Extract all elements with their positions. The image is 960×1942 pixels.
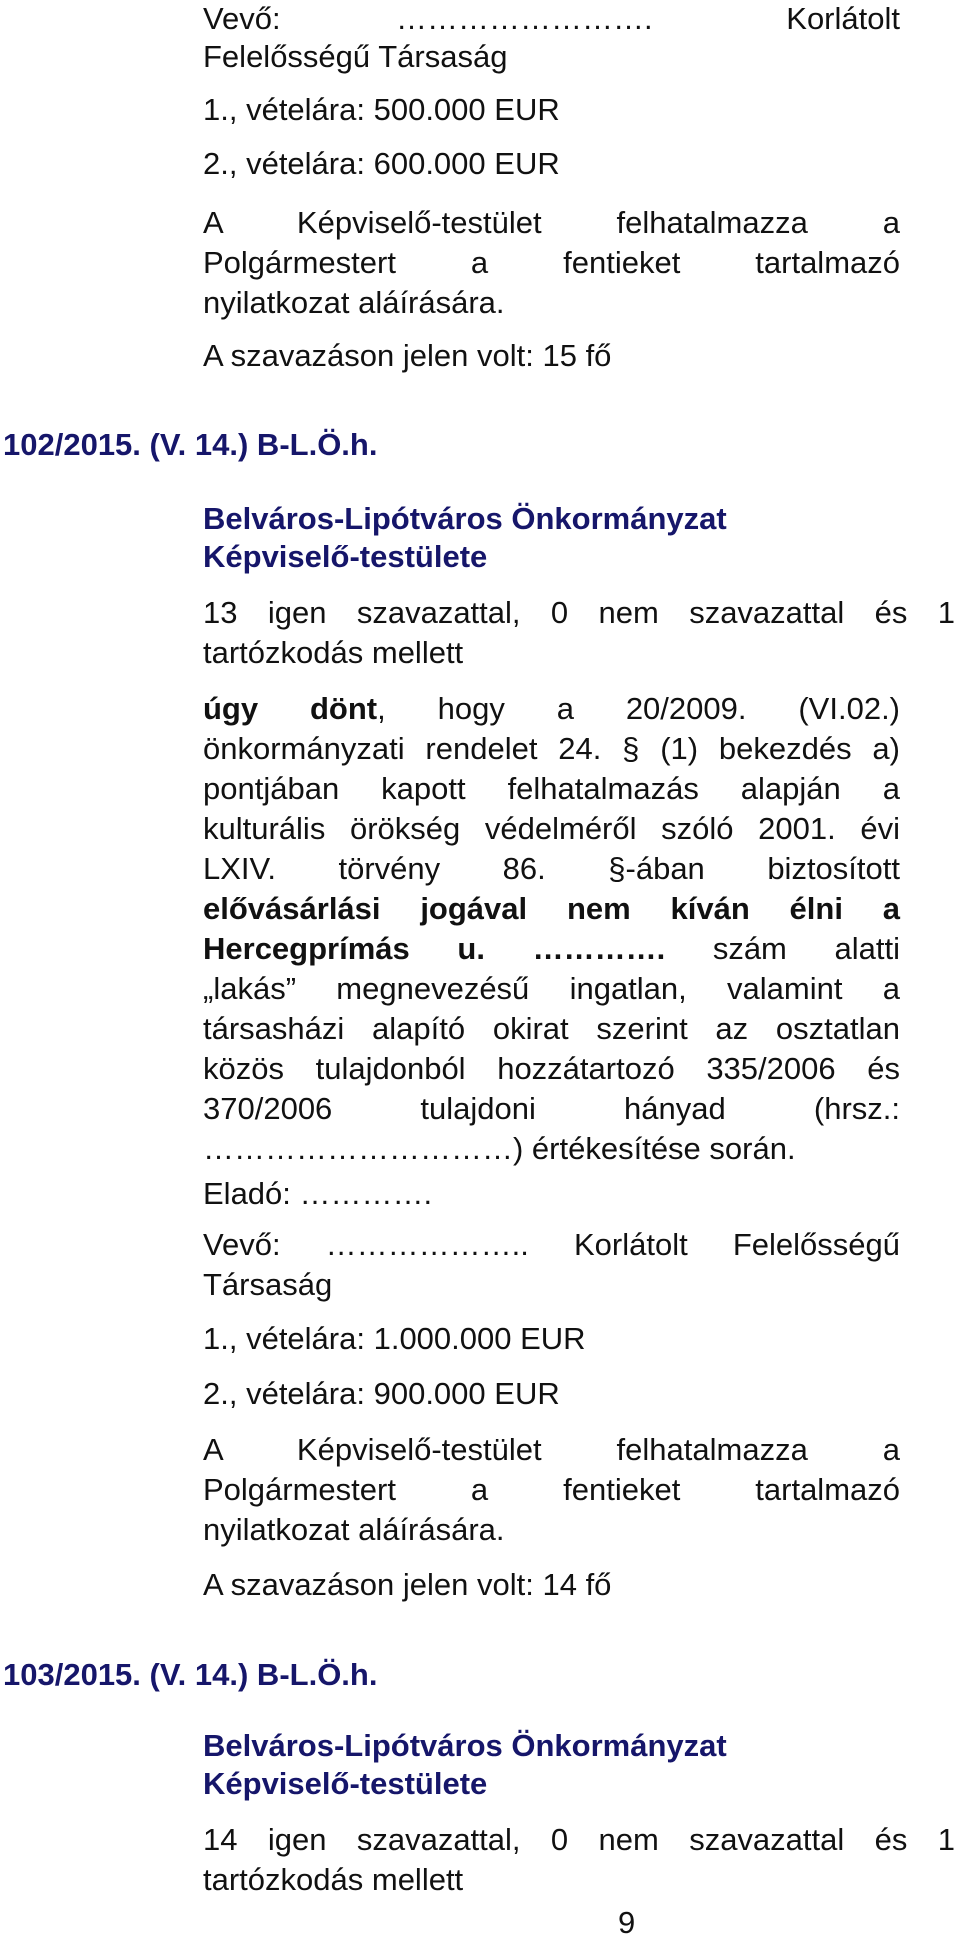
- authorization-line-3: nyilatkozat aláírására.: [203, 1512, 505, 1547]
- buyer-line-1: Vevő: ……………….. Korlátolt Felelősségű: [203, 1227, 900, 1262]
- body-name-line-2: Képviselő-testülete: [203, 539, 488, 574]
- authorization-line-2: Polgármestert a fentieket tartalmazó: [203, 245, 900, 280]
- decision-line-10: közös tulajdonból hozzátartozó 335/2006 és: [203, 1051, 900, 1086]
- decision-line-9: társasházi alapító okirat szerint az osztatlan: [203, 1011, 900, 1046]
- decision-line-8: „lakás” megnevezésű ingatlan, valamint a: [203, 971, 900, 1006]
- price-2: 2., vételára: 600.000 EUR: [203, 146, 560, 181]
- body-name-line-1: Belváros-Lipótváros Önkormányzat: [203, 1728, 727, 1763]
- resolution-number: 103/2015. (V. 14.) B-L.Ö.h.: [3, 1657, 378, 1692]
- authorization-line-1: A Képviselő-testület felhatalmazza a: [203, 1432, 900, 1467]
- price-1: 1., vételára: 1.000.000 EUR: [203, 1321, 586, 1356]
- decision-line-1: úgy dönt, hogy a 20/2009. (VI.02.): [203, 691, 901, 726]
- decision-line-12: …………………………) értékesítése során.: [203, 1131, 796, 1166]
- decision-line-11: 370/2006 tulajdoni hányad (hrsz.:: [203, 1091, 900, 1126]
- decision-line-4: kulturális örökség védelméről szóló 2001. évi: [203, 811, 900, 846]
- buyer-line: [203, 0, 900, 38]
- vote-line-1: 14 igen szavazattal, 0 nem szavazattal és 1: [203, 1822, 955, 1857]
- price-1: 1., vételára: 500.000 EUR: [203, 92, 560, 127]
- vote-line-2: tartózkodás mellett: [203, 1862, 464, 1897]
- decision-keyword: úgy dönt: [203, 691, 378, 726]
- decision-line-2: önkormányzati rendelet 24. § (1) bekezdés a): [203, 731, 900, 766]
- resolution-number: 102/2015. (V. 14.) B-L.Ö.h.: [3, 427, 378, 462]
- decision-line-6: elővásárlási jogával nem kíván élni a: [203, 891, 900, 926]
- authorization-line-2: Polgármestert a fentieket tartalmazó: [203, 1472, 900, 1507]
- body-name-line-2: Képviselő-testülete: [203, 1766, 488, 1801]
- attendance-line: A szavazáson jelen volt: 15 fő: [203, 338, 612, 373]
- vote-line-2: tartózkodás mellett: [203, 635, 464, 670]
- buyer-dots: …………………….: [396, 1, 653, 36]
- buyer-label: Vevő:: [203, 1, 281, 36]
- buyer-line-2: Társaság: [203, 1267, 333, 1302]
- buyer-company-b: Felelősségű Társaság: [203, 39, 508, 74]
- vote-line-1: 13 igen szavazattal, 0 nem szavazattal és 1: [203, 595, 955, 630]
- buyer-company-a: Korlátolt: [786, 1, 900, 36]
- property-address: Hercegprímás u. ………….: [203, 931, 666, 966]
- decision-line-3: pontjában kapott felhatalmazás alapján a: [203, 771, 900, 806]
- attendance-line: A szavazáson jelen volt: 14 fő: [203, 1567, 612, 1602]
- seller-line: Eladó: ………….: [203, 1176, 433, 1211]
- page-number: 9: [618, 1905, 636, 1940]
- decision-line-5: LXIV. törvény 86. §-ában biztosított: [203, 851, 900, 886]
- decision-line-7: Hercegprímás u. …………. szám alatti: [203, 931, 900, 966]
- authorization-line-3: nyilatkozat aláírására.: [203, 285, 505, 320]
- body-name-line-1: Belváros-Lipótváros Önkormányzat: [203, 501, 727, 536]
- price-2: 2., vételára: 900.000 EUR: [203, 1376, 560, 1411]
- authorization-line-1: A Képviselő-testület felhatalmazza a: [203, 205, 900, 240]
